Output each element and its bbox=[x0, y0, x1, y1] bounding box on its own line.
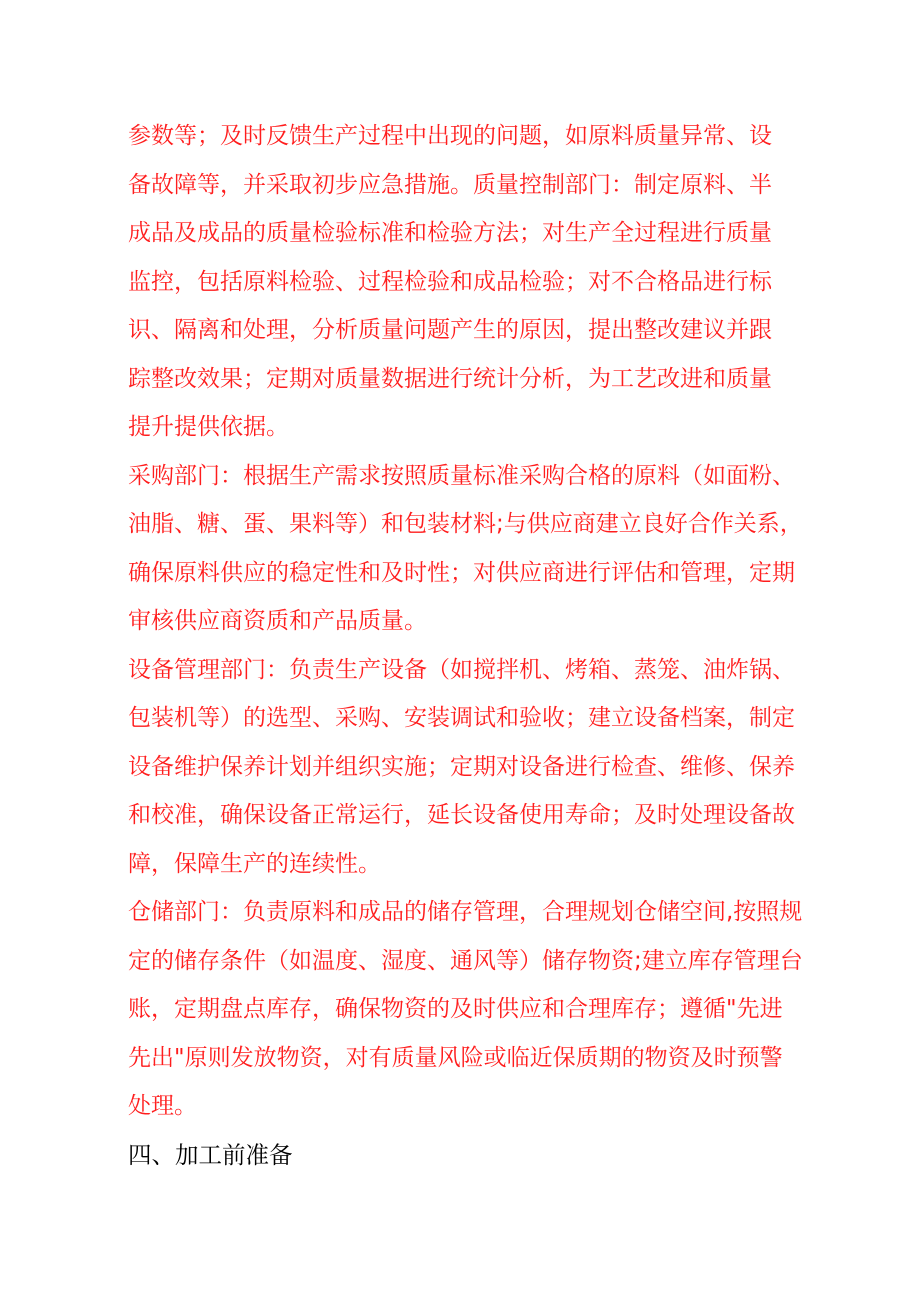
text-line: 踪整改效果；定期对质量数据进行统计分析，为工艺改进和质量 bbox=[128, 365, 772, 392]
text-line: 成品及成品的质量检验标准和检验方法；对生产全过程进行质量 bbox=[128, 220, 772, 246]
text-line: 处理。 bbox=[128, 1093, 197, 1119]
text-line: 油脂、糖、蛋、果料等）和包装材料;与供应商建立良好合作关系， bbox=[128, 511, 803, 537]
text-line: 参数等；及时反馈生产过程中出现的问题，如原料质量异常、设 bbox=[128, 123, 772, 149]
text-line: 定的储存条件（如温度、湿度、通风等）储存物资;建立库存管理台 bbox=[128, 947, 803, 974]
section-heading: 四、加工前准备 bbox=[128, 1140, 293, 1169]
text-line: 备故障等，并采取初步应急措施。质量控制部门：制定原料、半 bbox=[128, 171, 772, 198]
text-line: 先出"原则发放物资，对有质量风险或临近保质期的物资及时预警 bbox=[128, 1044, 783, 1071]
paragraph-purchasing bbox=[128, 452, 804, 646]
text-line: 仓储部门：负责原料和成品的储存管理，合理规划仓储空间,按照规 bbox=[128, 899, 803, 925]
paragraph-quality-control bbox=[128, 112, 804, 452]
text-line: 障，保障生产的连续性。 bbox=[128, 850, 381, 877]
text-line: 监控，包括原料检验、过程检验和成品检验；对不合格品进行标 bbox=[128, 268, 772, 295]
paragraph-equipment bbox=[128, 646, 804, 889]
text-line: 和校准，确保设备正常运行，延长设备使用寿命；及时处理设备故 bbox=[128, 802, 795, 828]
text-line: 包装机等）的选型、采购、安装调试和验收；建立设备档案，制定 bbox=[128, 705, 795, 731]
text-line: 设备管理部门：负责生产设备（如搅拌机、烤箱、蒸笼、油炸锅、 bbox=[128, 656, 795, 683]
text-line: 审核供应商资质和产品质量。 bbox=[128, 608, 427, 634]
text-line: 采购部门：根据生产需求按照质量标准采购合格的原料（如面粉、 bbox=[128, 462, 795, 489]
text-line: 账，定期盘点库存，确保物资的及时供应和合理库存；遵循"先进 bbox=[128, 996, 783, 1022]
text-line: 设备维护保养计划并组织实施；定期对设备进行检查、维修、保养 bbox=[128, 753, 795, 780]
document-body bbox=[128, 112, 804, 1179]
text-line: 识、隔离和处理，分析质量问题产生的原因，提出整改建议并跟 bbox=[128, 317, 772, 343]
text-line: 提升提供依据。 bbox=[128, 414, 289, 440]
text-line: 确保原料供应的稳定性和及时性；对供应商进行评估和管理，定期 bbox=[128, 559, 795, 586]
paragraph-warehousing bbox=[128, 888, 804, 1131]
